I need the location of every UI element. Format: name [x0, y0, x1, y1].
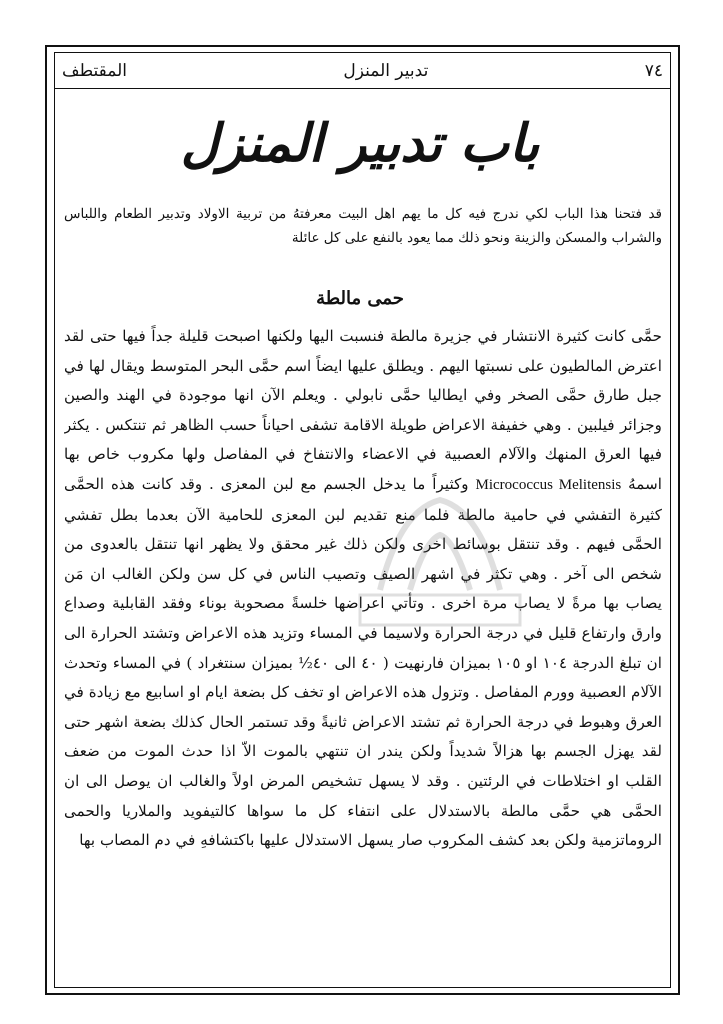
section-name: تدبير المنزل [343, 61, 429, 81]
page-number: ٧٤ [644, 61, 663, 81]
intro-paragraph: قد فتحنا هذا الباب لكي ندرج فيه كل ما يهم اهل البيت معرفتهُ من تربية الاولاد وتدبير الطعام واللباس والشراب والمسكن والزينة ونحو ذلك مما يعود بالنفع على كل عائلة [64, 206, 662, 246]
header-rule [54, 88, 671, 89]
page-title: باب تدبير المنزل [180, 114, 540, 174]
article-body [64, 322, 662, 972]
latin-bacterium-name: Micrococcus Melitensis [475, 476, 622, 493]
article-heading: حمى مالطة [316, 288, 404, 309]
article-text-part-2: وكثيراً ما يدخل الجسم مع لبن المعزى . وقد كانت هذه الحمَّى كثيرة التفشي في حامية مالطة فلما منع تقديم لبن المعزى للحامية الآن بعدما بطل تفشي الحمَّى فيهم . وقد تنتقل بوسائط اخرى ولكن ذلك غير محقق ولا يظهر انها تنتقل بالعدوى من شخص الى آخر . وهي تكثر في اشهر الصيف وتصيب الناس في كل سن ولكن الغالب ان مَن يصاب بها مرةً لا يصاب مرة اخرى . وتأتي اعراضها خلسةً مصحوبة بوناء وفقد القابلية وصداع وارق وارتفاع قليل في درجة الحرارة ولاسيما في المساء وتزيد هذه الاعراض وتشتد الحرارة الى ان تبلغ الدرجة ١٠٤ او ١٠٥ بميزان فارنهيت ( ٤٠ الى ٤٠½ بميزان سنتغراد ) في المساء وتحدث الآلام العصبية وورم المفاصل . وتزول هذه الاعراض او تخف كل بضعة ايام او اسابيع مع زيادة في العرق وهبوط في درجة الحرارة ثم تشتد الاعراض ثانيةً وقد تستمر الحال كذلك بضعة اشهر حتى لقد يهزل الجسم بها هزالاً شديداً ولكن يندر ان تنتهي بالموت الاّ اذا حدث الموت من ضعف القلب او اختلاطات في الرئتين . وقد لا يسهل تشخيص المرض اولاً والغالب ان يوصل الى ان الحمَّى هي حمَّى مالطة بالاستدلال على انتفاء كل ما سواها كالتيفويد والملاريا والحمى الروماتزمية ولكن بعد كشف المكروب صار يسهل الاستدلال عليها باكتشافهِ في دم المصاب بها [64, 474, 662, 850]
running-header [62, 58, 663, 84]
article-text-part-1: حمَّى كانت كثيرة الانتشار في جزيرة مالطة فنسبت اليها ولكنها اصبحت قليلة جداً فيها حتى لقد اعترض المالطيون على نسبتها اليهم . ويطلق عليها ايضاً اسم حمَّى البحر المتوسط ويقال لها في جبل طارق حمَّى الصخر وفي ايطاليا حمَّى نابولي . ويعلم الآن انها موجودة في الهند والصين وجزائر فيلبين . وهي خفيفة الاعراض طويلة الاقامة تشفى احياناً حسب الظاهر ثم تنتكس . يكثر فيها العرق المنهك والآلام العصبية في الاعضاء والانتفاخ في المفاصل ولها مكروب خاص بها اسمهُ [64, 327, 662, 493]
journal-name: المقتطف [62, 61, 128, 81]
